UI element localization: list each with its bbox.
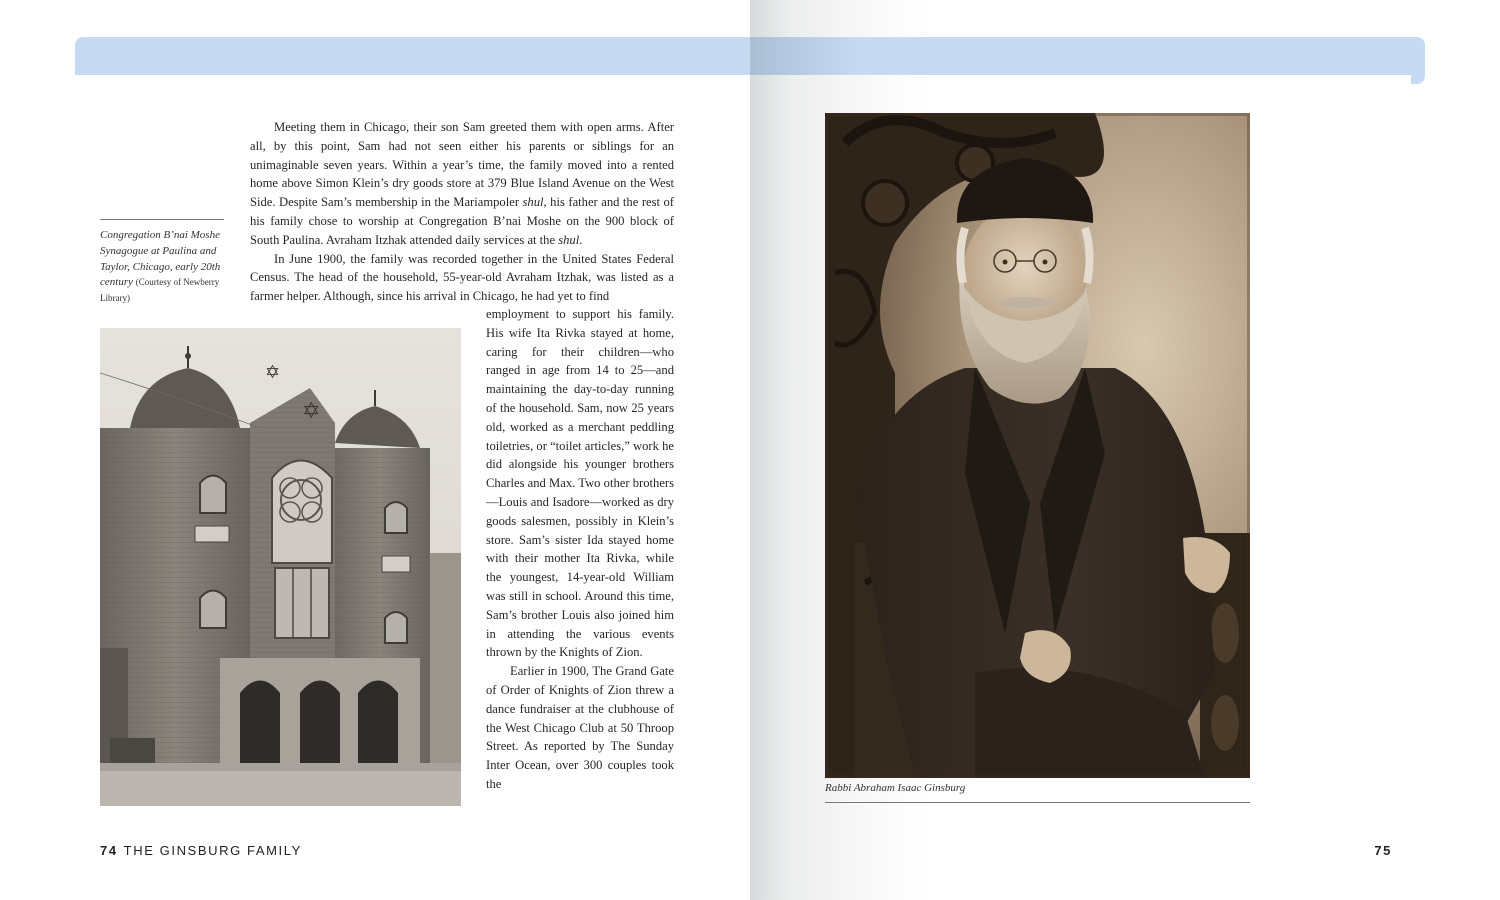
paragraph-3: Earlier in 1900, The Grand Gate of Order of Knights of Zion threw a dance fundraiser at the clubhouse of the West Chicago Club at 50 Throop Street. As reported by The Sunday Inter Ocean, over 300 couples took the <box>486 664 674 791</box>
page-number-left: 74 <box>100 843 118 858</box>
svg-text:✡: ✡ <box>265 362 281 383</box>
photo-credit: (Courtesy of Newberry Library) <box>100 277 220 304</box>
left-page-footer <box>100 843 302 858</box>
synagogue-caption <box>100 219 224 307</box>
paragraph-2: In June 1900, the family was recorded together in the United States Federal Census. The head of the household, 55-year-old Avraham Itzhak, was listed as a farmer helper. Although, since his arrival in Chicago, he had yet to find <box>250 251 674 304</box>
rabbi-caption: Rabbi Abraham Isaac Ginsburg <box>825 782 1250 803</box>
paragraph-2-continued: employment to support his family. His wife Ita Rivka stayed at home, caring for their children—who ranged in age from 14 to 25—and maintaining the day-to-day running of the household. Sam, now 25 years old, worked as a merchant peddling toiletries, or “toilet articles,” work he did alongside his younger brothers Charles and Max. Two other brothers—Louis and Isadore—worked as dry goods salesmen, possibly in Klein’s store. Sam’s sister Ida stayed home with their mother Ita Rivka, while the youngest, 14-year-old William was still in school. Around this time, Sam’s brother Louis also joined him in attending the various events thrown by the Knights of Zion. <box>486 307 674 660</box>
paragraph-1: Meeting them in Chicago, their son Sam greeted them with open arms. After all, by this point, Sam had not seen either his parents or siblings for an unimaginable seven years. Within a year’s time, the family moved into a rented home above Simon Klein’s dry goods store at 379 Blue Island Avenue on the West Side. Despite Sam’s membership in the Mariampoler shul, his father and the rest of his family chose to worship at Congregation B’nai Moshe on the 900 block of South Paulina. Avraham Itzhak attended daily services at the shul. <box>250 120 674 247</box>
synagogue-caption-text: Congregation B’nai Moshe Synagogue at Paulina and Taylor, Chicago, early 20th century <box>100 229 221 289</box>
rabbi-portrait-photo <box>825 113 1250 778</box>
gutter-shadow <box>750 37 860 75</box>
synagogue-photo <box>100 328 461 806</box>
body-text-wide-column <box>250 118 674 306</box>
body-text-narrow-column <box>486 305 674 794</box>
running-head: THE GINSBURG FAMILY <box>123 843 302 858</box>
page-number-right: 75 <box>1374 843 1392 858</box>
svg-text:✡: ✡ <box>302 399 321 424</box>
